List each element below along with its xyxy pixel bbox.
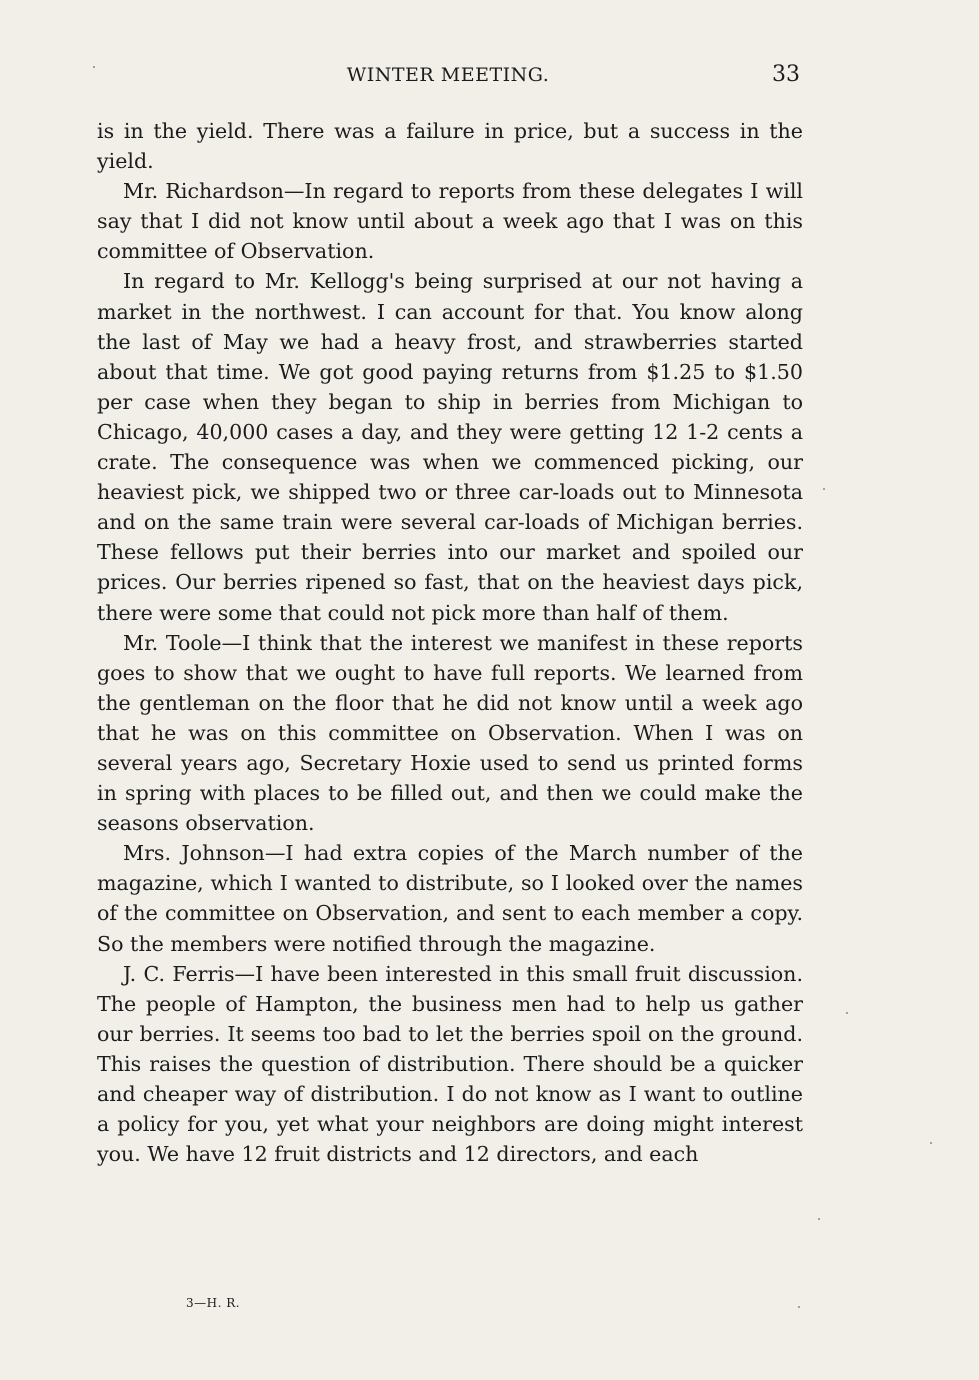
running-title: WINTER MEETING. bbox=[346, 64, 550, 86]
scan-speck bbox=[930, 1142, 932, 1144]
scan-speck bbox=[846, 1012, 848, 1014]
scan-speck bbox=[798, 1306, 800, 1308]
paragraph: Mrs. Johnson—I had extra copies of the March number of the magazine, which I wanted to distribute, so I looked over the names of the committee on Observation, and sent to each member a copy. So the members were notified through the magazine. bbox=[97, 841, 803, 956]
paragraph: Mr. Toole—I think that the interest we manifest in these reports goes to show that we ought to have full reports. We learned from the gentleman on the floor that he did not know until a week ago that he was on this committee on Observation. When I was on several years ago, Secretary Hoxie used to send us printed forms in spring with places to be filled out, and then we could make the seasons observation. bbox=[97, 630, 803, 836]
scan-speck bbox=[823, 488, 825, 490]
scan-speck bbox=[93, 66, 95, 68]
paragraph: Mr. Richardson—In regard to reports from these delegates I will say that I did not know until about a week ago that I was on this committee of Observation. bbox=[97, 179, 803, 264]
signature-mark: 3—H. R. bbox=[186, 1296, 241, 1310]
paragraph: J. C. Ferris—I have been interested in this small fruit discussion. The people of Hampton, the business men had to help us gather our berries. It seems too bad to let the berries spoil on the ground. This raises the question of distribution. There should be a quicker and cheaper way of distribution. I do not know as I want to outline a policy for you, yet what your neighbors are doing might interest you. We have 12 fruit districts and 12 directors, and each bbox=[97, 961, 803, 1167]
scan-speck bbox=[818, 1218, 820, 1220]
page-body bbox=[97, 116, 803, 1169]
paragraph: is in the yield. There was a failure in price, but a success in the yield. bbox=[97, 119, 803, 174]
page-number: 33 bbox=[772, 62, 800, 87]
running-header bbox=[96, 62, 800, 92]
paragraph: In regard to Mr. Kellogg's being surprised at our not having a market in the northwest. I can account for that. You know along the last of May we had a heavy frost, and strawberries started about that time. We got good paying returns from $1.25 to $1.50 per case when they began to ship in berries from Michigan to Chicago, 40,000 cases a day, and they were getting 12 1-2 cents a crate. The consequence was when we commenced picking, our heaviest pick, we shipped two or three car-loads out to Minnesota and on the same train were several car-loads of Michigan berries. These fellows put their berries into our market and spoiled our prices. Our berries ripened so fast, that on the heaviest days pick, there were some that could not pick more than half of them. bbox=[97, 269, 803, 625]
